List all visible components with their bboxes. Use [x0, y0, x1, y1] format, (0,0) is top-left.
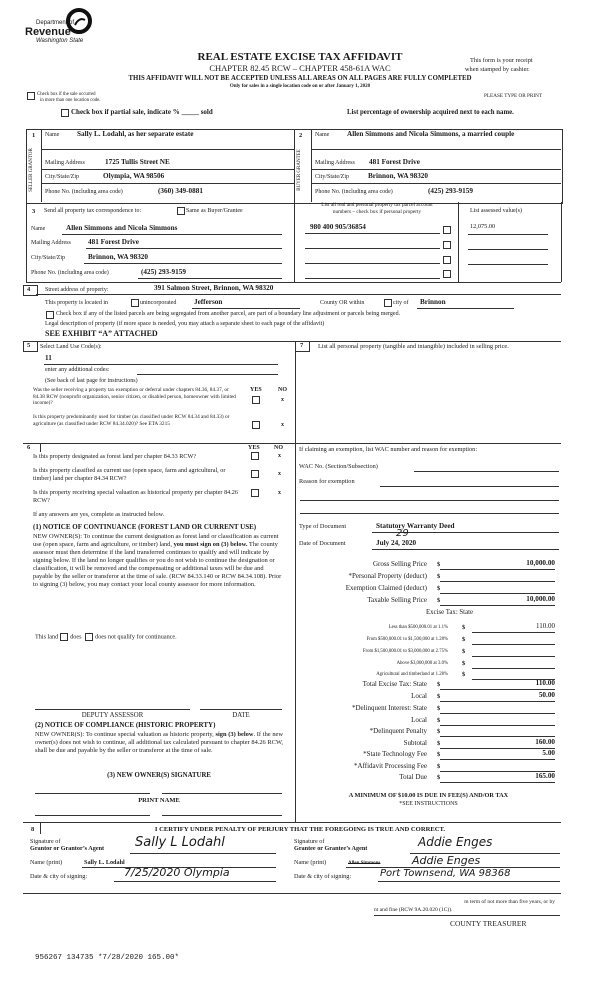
fee-value-field[interactable]: 10,000.00	[526, 595, 555, 603]
corr-phone-field[interactable]: (425) 293-9159	[141, 268, 186, 276]
fee-field-line	[440, 605, 555, 606]
currency-symbol: $	[437, 693, 441, 700]
street-field[interactable]: 391 Salmon Street, Brinnon, WA 98320	[154, 284, 274, 292]
section-number-3: 3	[32, 208, 36, 215]
multi-location-label-1: Check box if the sale occurred	[37, 92, 96, 97]
does-not-checkbox[interactable]	[85, 633, 93, 641]
current-use-no-mark[interactable]: x	[278, 471, 281, 477]
grantee-sig-label-1: Signature of	[294, 838, 325, 845]
wac-label: WAC No. (Section/Subsection)	[299, 463, 378, 470]
no-header: NO	[274, 445, 283, 451]
buyer-side-label: BUYER GRANTEE	[297, 149, 302, 191]
currency-symbol: $	[437, 681, 441, 688]
grantee-sig-label-2: Grantee or Grantee’s Agent	[294, 845, 368, 852]
fee-label: Local	[411, 716, 427, 724]
section-number-1: 1	[32, 132, 36, 139]
exemption-question: Was the seller receiving a property tax exemption or deferral under chapters 84.36, 84.37, or 84.38 RCW (nonprofit organization, senior citizen, or disabled person, homeowner with limited income)?	[33, 387, 236, 407]
grantor-sig-label-1: Signature of	[30, 838, 61, 845]
seller-side-label: SELLER GRANTOR	[29, 148, 34, 192]
seller-city-field[interactable]: Olympia, WA 98506	[103, 172, 165, 180]
yes-header: YES	[250, 387, 262, 393]
currency-symbol: $	[437, 597, 441, 604]
corr-name-field[interactable]: Allen Simmons and Nicola Simmons	[66, 224, 178, 232]
fee-value-field[interactable]: 50.00	[538, 691, 555, 699]
new-owner-signature-line[interactable]	[35, 793, 150, 794]
fee-label: Total Excise Tax: State	[362, 680, 427, 688]
buyer-city-field[interactable]: Brinnon, WA 98320	[368, 172, 428, 180]
unincorporated-checkbox[interactable]	[131, 299, 139, 307]
grantee-name-label: Name (print)	[294, 859, 327, 866]
fee-field-line	[440, 782, 555, 783]
fee-value-field[interactable]: 5.00	[542, 749, 555, 757]
fee-label: Above $3,000,000 at 3.0%	[396, 661, 448, 666]
buyer-phone-field[interactable]: (425) 293-9159	[428, 187, 473, 195]
currency-symbol: $	[437, 573, 441, 580]
corr-name-label: Name	[31, 226, 46, 232]
grantor-date-field[interactable]: 7/25/2020 Olympia	[124, 866, 230, 879]
city-checkbox[interactable]	[384, 299, 392, 307]
fee-field-line	[472, 644, 555, 645]
county-label: County OR within	[320, 300, 365, 306]
section-number-2: 2	[299, 132, 303, 139]
this-land-label: This land	[35, 633, 59, 641]
notice-bold: you must sign on (3) below.	[173, 541, 248, 548]
forest-no-mark[interactable]: x	[278, 453, 281, 459]
unincorporated-label: unincorporated	[140, 300, 177, 306]
personal-property-checkbox[interactable]	[443, 270, 451, 278]
personal-property-label: List all personal property (tangible and intangible) included in selling price.	[318, 343, 509, 350]
fee-value-field[interactable]: 110.00	[535, 679, 555, 687]
grantee-date-label: Date & city of signing:	[294, 873, 352, 880]
land-use-label: Select Land Use Code(s):	[40, 344, 102, 350]
fee-value-field[interactable]: 110.00	[536, 622, 555, 630]
handwritten-date-correction: 29	[396, 528, 409, 539]
personal-property-checkbox[interactable]	[443, 256, 451, 264]
deputy-assessor-label: DEPUTY ASSESSOR	[81, 712, 144, 719]
located-label: This property is located in	[45, 300, 108, 306]
fee-field-line	[440, 748, 555, 749]
grantor-signature[interactable]: Sally L Lodahl	[135, 835, 225, 850]
exemption-label: If claiming an exemption, list WAC number and reason for exemption:	[299, 446, 478, 453]
buyer-mail-field[interactable]: 481 Forest Drive	[369, 158, 420, 166]
city-of-label: city of	[393, 300, 409, 306]
currency-symbol: $	[437, 585, 441, 592]
fee-field-line	[440, 725, 555, 726]
current-use-yes-checkbox[interactable]	[251, 470, 259, 478]
fee-field-line	[472, 632, 555, 633]
form-title: REAL ESTATE EXCISE TAX AFFIDAVIT	[197, 51, 403, 63]
perjury-note-2: nt and fine (RCW 9A.20.020 (1C)).	[374, 907, 453, 913]
city-field[interactable]: Brinnon	[420, 298, 446, 306]
personal-property-checkbox[interactable]	[443, 226, 451, 234]
seller-name-label: Name	[45, 132, 60, 138]
logo-line3: Washington State	[36, 38, 84, 44]
notice-text: . If the new owner(s) does not wish to continue, all additional tax calculated pursuant to chapter 84.26 RCW, shall be due and payable by the seller or transferor at the time of sale.	[35, 731, 284, 754]
fee-field-line	[472, 668, 555, 669]
seller-city-label: City/State/Zip	[45, 174, 79, 180]
cashier-receipt-stamp: 956267 134735 *7/28/2020 165.00*	[35, 954, 180, 962]
same-as-buyer-label: Same as Buyer/Grantee	[186, 208, 243, 214]
currency-symbol: $	[462, 671, 466, 678]
single-location-note: Only for sales in a single location code on or after January 1, 2020	[229, 84, 371, 89]
q2-no-mark[interactable]: x	[281, 422, 284, 428]
fee-label: Less than $500,000.01 at 1.1%	[388, 625, 448, 630]
notice-continuance-title: (1) NOTICE OF CONTINUANCE (FOREST LAND OR CURRENT USE)	[33, 523, 257, 531]
grantee-signature[interactable]: Addie Enges	[418, 835, 493, 849]
fee-field-line	[440, 736, 555, 737]
yes-header: YES	[248, 445, 260, 451]
currency-symbol: $	[462, 624, 466, 631]
assessed-value-header: List assessed value(s)	[470, 208, 522, 214]
notice-text: The county assessor must then determine if the land transferred continues to qualify and will indicate by signing below. If the land no longer qualifies or you do not wish to continue the designation or classification, it will be removed and the compensating or additional taxes will be due and payable by the seller or transferor at the time of sale. (RCW 84.33.140 or RCW 84.34.108). Prior to signing (3) below, you may contact your local county assessor for more information.	[33, 541, 282, 588]
fee-value-field[interactable]: 160.00	[535, 738, 555, 746]
notice-continuance-text	[33, 533, 283, 589]
reason-label: Reason for exemption	[299, 478, 355, 485]
fee-label: Exemption Claimed (deduct)	[345, 584, 427, 592]
buyer-name-label: Name	[315, 132, 330, 138]
multi-location-label-2: in more than one location code.	[40, 98, 101, 103]
county-field[interactable]: Jefferson	[194, 298, 223, 306]
fee-value-field[interactable]: 165.00	[535, 772, 555, 780]
forest-land-question: Is this property designated as forest land per chapter 84.33 RCW?	[33, 453, 197, 460]
buyer-mail-label: Mailing Address	[315, 160, 355, 166]
segregated-checkbox[interactable]	[46, 311, 54, 319]
fee-field-line	[472, 656, 555, 657]
historical-no-mark[interactable]: x	[278, 490, 281, 496]
please-type-note: PLEASE TYPE OR PRINT	[484, 93, 542, 99]
fee-label: *Delinquent Interest: State	[351, 704, 427, 712]
seller-phone-label: Phone No. (including area code)	[45, 189, 123, 195]
continuance-qualify	[35, 633, 177, 641]
print-name-line[interactable]	[162, 793, 282, 794]
grantee-name-struck: Allen Simmons	[348, 861, 381, 866]
no-header: NO	[278, 387, 287, 393]
currency-symbol: $	[437, 774, 441, 781]
reason-field[interactable]	[380, 486, 559, 487]
parcel-number-field[interactable]: 980 400 905/36854	[310, 223, 366, 231]
receipt-note-1: This form is your receipt	[470, 57, 533, 64]
street-label: Street address of property:	[45, 287, 109, 293]
fee-field-line	[440, 701, 555, 702]
seller-mail-label: Mailing Address	[45, 160, 85, 166]
currency-symbol: $	[462, 660, 466, 667]
print-name-label: PRINT NAME	[138, 797, 180, 804]
logo-line1: Department of	[36, 20, 75, 26]
grantor-name-label: Name (print)	[30, 859, 63, 866]
notice-compliance-title: (2) NOTICE OF COMPLIANCE (HISTORIC PROPERTY)	[35, 721, 216, 729]
historical-question: Is this property receiving special valuation as historical property per chapter 84.26 RCW?	[33, 489, 238, 504]
q1-no-mark[interactable]: x	[281, 397, 284, 403]
legal-description-field[interactable]: SEE EXHIBIT “A” ATTACHED	[45, 329, 158, 338]
notice-text: NEW OWNER(S): To continue special valuation as historic property,	[35, 731, 214, 738]
parcel-header-2: numbers – check box if personal property	[332, 209, 422, 215]
fee-field-line	[440, 593, 555, 594]
ownership-percentage-note: List percentage of ownership acquired next to each name.	[347, 109, 514, 116]
fee-label: Agricultural and timberland at 1.28%	[376, 672, 448, 677]
logo-line2: Revenue	[25, 26, 71, 38]
legal-description-label: Legal description of property (if more space is needed, you may attach a separate sheet to each page of the affidavit)	[45, 321, 325, 327]
doc-type-label: Type of Document	[299, 523, 347, 530]
currency-symbol: $	[437, 763, 441, 770]
seller-mail-field[interactable]: 1725 Tullis Street NE	[105, 158, 170, 166]
fee-label: From $500,000.01 to $1,500,000 at 1.28%	[366, 637, 448, 642]
fee-label: Excise Tax: State	[426, 609, 473, 616]
currency-symbol: $	[437, 728, 441, 735]
doc-date-label: Date of Document	[299, 540, 346, 547]
fee-label: Gross Selling Price	[372, 560, 427, 568]
corr-mail-field[interactable]: 481 Forest Drive	[88, 238, 139, 246]
fee-field-line	[440, 569, 555, 570]
section-number-8: 8	[31, 826, 35, 833]
historical-yes-checkbox[interactable]	[251, 489, 259, 497]
receipt-note-2: when stamped by cashier.	[465, 66, 530, 73]
wac-field[interactable]	[414, 471, 559, 472]
grantee-name-field[interactable]: Addie Enges	[412, 854, 481, 867]
assessed-value-field[interactable]: 12,075.00	[470, 223, 496, 230]
q1-yes-checkbox[interactable]	[252, 396, 260, 404]
seller-name-field[interactable]: Sally L. Lodahl, as her separate estate	[77, 130, 194, 138]
fee-label: Taxable Selling Price	[367, 596, 427, 604]
section-number-6: 6	[27, 444, 31, 451]
corr-mail-label: Mailing Address	[31, 240, 71, 246]
perjury-note-1: m term of not more than five years, or by	[464, 899, 555, 905]
notice-bold: sign (3) below	[215, 731, 254, 738]
correspondence-label: Send all property tax correspondence to:	[44, 208, 142, 214]
fee-label: Subtotal	[403, 739, 427, 747]
new-owner-signature-label: (3) NEW OWNER(S) SIGNATURE	[107, 772, 211, 779]
additional-codes-label: enter any additional codes:	[45, 367, 110, 373]
fee-field-line	[440, 689, 555, 690]
corr-phone-label: Phone No. (including area code)	[31, 270, 109, 276]
warning-text: THIS AFFIDAVIT WILL NOT BE ACCEPTED UNLESS ALL AREAS ON ALL PAGES ARE FULLY COMPLETED	[128, 75, 472, 82]
fee-field-line	[440, 581, 555, 582]
section-number-4: 4	[27, 286, 31, 293]
currency-symbol: $	[462, 648, 466, 655]
partial-sale-checkbox[interactable]	[61, 109, 69, 117]
partial-sale-label: Check box if partial sale, indicate % _____ sold	[71, 108, 213, 116]
section-number-7: 7	[300, 342, 304, 349]
q2-yes-checkbox[interactable]	[252, 421, 260, 429]
currency-symbol: $	[437, 561, 441, 568]
additional-codes-field[interactable]	[137, 374, 278, 375]
parcel-header-1: List all real and personal property tax parcel account	[321, 202, 433, 208]
buyer-phone-label: Phone No. (including area code)	[315, 189, 393, 195]
seller-phone-field[interactable]: (360) 349-0881	[158, 187, 203, 195]
fee-label: *Personal Property (deduct)	[348, 572, 427, 580]
grantor-name-field[interactable]: Sally L. Lodahl	[84, 859, 125, 866]
currency-symbol: $	[462, 636, 466, 643]
currency-symbol: $	[437, 751, 441, 758]
grantor-sig-label-2: Grantor or Grantor’s Agent	[30, 845, 105, 852]
minimum-fee-note: A MINIMUM OF $10.00 IS DUE IN FEE(S) AND/OR TAX	[348, 792, 509, 799]
current-use-question: Is this property classified as current use (open space, farm and agricultural, or timber) land per chapter 84.34 RCW?	[33, 467, 226, 482]
forest-yes-checkbox[interactable]	[251, 452, 259, 460]
see-instructions-note: *SEE INSTRUCTIONS	[399, 801, 458, 807]
does-not-label: does not qualify for continuance.	[95, 633, 177, 641]
county-treasurer-label: COUNTY TREASURER	[450, 919, 527, 928]
does-checkbox[interactable]	[60, 633, 68, 641]
doc-type-field[interactable]: Statutory Warranty Deed	[376, 522, 455, 530]
notice-text: NEW OWNER(S): To continue the current designation as forest land or classification as current use (open space, farm and agriculture, or timber) land,	[33, 533, 279, 548]
section-number-5: 5	[27, 342, 31, 349]
buyer-city-label: City/State/Zip	[315, 174, 349, 180]
corr-city-field[interactable]: Brinnon, WA 98320	[88, 253, 148, 261]
fee-field-line	[440, 759, 555, 760]
fee-label: *Delinquent Penalty	[369, 727, 427, 735]
form-chapter: CHAPTER 82.45 RCW – CHAPTER 458-61A WAC	[209, 63, 391, 73]
fee-label: *Affidavit Processing Fee	[354, 762, 427, 770]
multi-location-checkbox[interactable]	[27, 92, 35, 100]
does-label: does	[70, 633, 82, 641]
fee-label: Total Due	[399, 773, 427, 781]
timber-question: Is this property predominantly used for timber (as classified under RCW 84.34 and 84.33) or agriculture (as classified under RCW 84.34.020)? See ETA 3215	[33, 414, 230, 427]
fee-value-field[interactable]: 10,000.00	[526, 559, 555, 567]
same-as-buyer-checkbox[interactable]	[177, 207, 185, 215]
currency-symbol: $	[437, 705, 441, 712]
fee-field-line	[440, 713, 555, 714]
if-yes-note: If any answers are yes, complete as instructed below.	[33, 511, 165, 518]
currency-symbol: $	[437, 717, 441, 724]
buyer-name-field[interactable]: Allen Simmons and Nicola Simmons, a married couple	[347, 130, 515, 138]
deputy-signature-line[interactable]	[35, 709, 190, 710]
grantor-date-label: Date & city of signing:	[30, 873, 88, 880]
see-back-note: (See back of last page for instructions)	[45, 378, 138, 384]
date-label: DATE	[232, 712, 250, 719]
fee-label: *State Technology Fee	[363, 750, 427, 758]
certify-statement: I CERTIFY UNDER PENALTY OF PERJURY THAT THE FOREGOING IS TRUE AND CORRECT.	[154, 826, 446, 833]
segregated-label: Check box if any of the listed parcels are being segregated from another parcel, are part of a boundary line adjustment or parcels being merged.	[56, 311, 401, 317]
doc-date-field[interactable]: July 24, 2020	[376, 539, 417, 547]
personal-property-checkbox[interactable]	[443, 241, 451, 249]
currency-symbol: $	[437, 740, 441, 747]
land-use-code-field[interactable]: 11	[45, 354, 52, 362]
grantee-date-field[interactable]: Port Townsend, WA 98368	[380, 868, 511, 879]
notice-compliance-text	[35, 731, 283, 755]
fee-label: From $1,500,000.01 to $3,000,000 at 2.75%	[362, 649, 448, 654]
fee-label: Local	[411, 692, 427, 700]
corr-city-label: City/State/Zip	[31, 255, 65, 261]
